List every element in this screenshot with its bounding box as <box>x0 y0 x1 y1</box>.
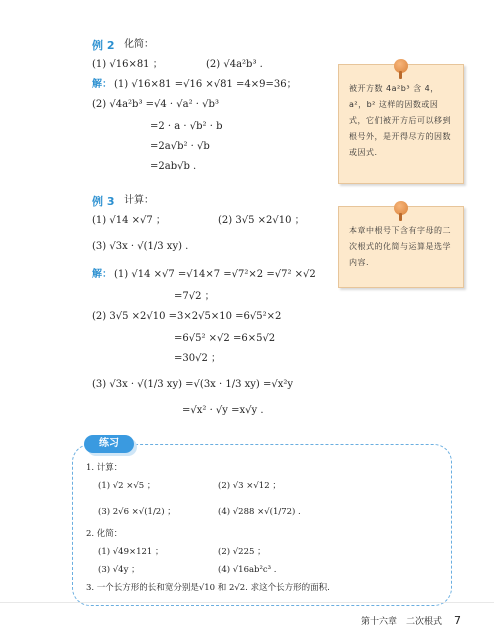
pushpin-icon <box>394 59 408 73</box>
exercise-2-3: (3) √4y ； <box>98 565 140 575</box>
example-2-solution-1: (1) √16×81 =√16 ×√81 =4×9=36； <box>114 79 297 90</box>
example-2-solution-2a: (2) √4a²b³ =√4 · √a² · √b³ <box>92 99 219 110</box>
exercise-box <box>72 444 452 606</box>
exercise-1-1: (1) √2 ×√5 ； <box>98 481 156 491</box>
exercise-1-4: (4) √288 ×√(1/72) . <box>218 507 301 517</box>
footer-chapter: 第十六章 二次根式 <box>360 617 442 627</box>
example-3-solution-3a: (3) √3x · √(1/3 xy) =√(3x · 1/3 xy) =√x²y <box>92 379 294 390</box>
example-3-solution-2b: =6√5² ×√2 =6×5√2 <box>174 333 276 344</box>
example-3-solution-3b: =√x² · √y =x√y . <box>182 405 264 416</box>
example-3-solution-1b: =7√2 ； <box>174 291 215 302</box>
example-2-title: 化简： <box>124 39 154 50</box>
exercise-2-4: (4) √16ab²c³ . <box>218 565 277 575</box>
example-2-question-2: (2) √4a²b³ . <box>206 59 263 70</box>
exercise-1-3: (3) 2√6 ×√(1/2) ； <box>98 507 176 517</box>
example-2-solution-label: 解： <box>92 79 112 90</box>
example-2-solution-2d: =2ab√b . <box>150 161 197 172</box>
side-note-1-text: 被开方数 4a²b³ 含 4，a²，b² 这样的因数或因式，它们被开方后可以移到根号外，是开得尽方的因数或因式. <box>349 84 451 157</box>
exercise-problem-3: 3. 一个长方形的长和宽分别是√10 和 2√2. 求这个长方形的面积. <box>86 583 330 593</box>
exercise-problem-2: 2. 化简： <box>86 529 123 539</box>
side-note-2-text: 本章中根号下含有字母的二次根式的化简与运算是选学内容. <box>349 226 451 267</box>
side-note-1 <box>338 64 464 184</box>
pushpin-icon <box>394 201 408 215</box>
example-3-label: 例 3 <box>92 195 115 208</box>
example-3-solution-2a: (2) 3√5 ×2√10 =3×2√5×10 =6√5²×2 <box>92 311 282 322</box>
exercise-2-2: (2) √225 ； <box>218 547 266 557</box>
example-3-solution-label: 解： <box>92 269 112 280</box>
example-3-title: 计算： <box>124 195 154 206</box>
example-3-solution-1a: (1) √14 ×√7 =√14×7 =√7²×2 =√7² ×√2 <box>114 269 316 280</box>
example-2-solution-2c: =2a√b² · √b <box>150 141 210 152</box>
example-2-solution-2b: =2 · a · √b² · b <box>150 121 223 132</box>
page-number: 7 <box>454 614 461 627</box>
side-note-2 <box>338 206 464 288</box>
footer-divider <box>0 602 494 603</box>
exercise-tab: 练习 <box>84 435 134 453</box>
example-3-question-2: (2) 3√5 ×2√10 ； <box>218 215 305 226</box>
example-3-question-3: (3) √3x · √(1/3 xy) . <box>92 241 189 252</box>
example-3-question-1: (1) √14 ×√7 ； <box>92 215 166 226</box>
exercise-problem-1: 1. 计算： <box>86 463 123 473</box>
example-2-label: 例 2 <box>92 39 115 52</box>
exercise-1-2: (2) √3 ×√12 ； <box>218 481 281 491</box>
example-3-solution-2c: =30√2 ； <box>174 353 222 364</box>
exercise-2-1: (1) √49×121 ； <box>98 547 164 557</box>
example-2-question-1: (1) √16×81 ； <box>92 59 163 70</box>
page-footer <box>361 614 461 627</box>
